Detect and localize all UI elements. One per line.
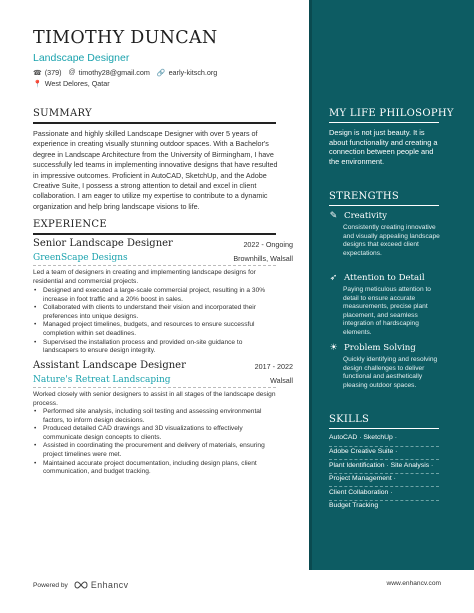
- job-bullet: • Designed and executed a large-scale commercial project, resulting in a 30% increase in foot traffic and a 20% boost in sales.: [33, 287, 278, 304]
- location-row: [33, 79, 110, 88]
- experience-heading: EXPERIENCE: [33, 219, 107, 230]
- powered-by: [33, 580, 129, 590]
- strength-description: Quickly identifying and resolving design challenges to deliver functional and aesthetically pleasing outdoor spaces.: [343, 356, 438, 389]
- job-description: Worked closely with senior designers to assist in all stages of the landscape design process.: [33, 391, 276, 407]
- candidate-name: TIMOTHY DUNCAN: [33, 28, 218, 48]
- job-location: Brownhills, Walsall: [233, 254, 293, 263]
- skill-row: Client Collaboration ·: [329, 489, 393, 496]
- job-bullet: • Assisted in coordinating the procurement and delivery of materials, ensuring project timelines were met.: [33, 442, 278, 459]
- footer: [0, 570, 474, 613]
- email-icon: @: [68, 69, 76, 76]
- email-text[interactable]: timothy28@gmail.com: [78, 68, 150, 77]
- summary-rule: [33, 122, 276, 124]
- strengths-heading: STRENGTHS: [329, 191, 400, 202]
- infinity-icon: [74, 581, 88, 589]
- job-title: Assistant Landscape Designer: [33, 360, 186, 371]
- skill-divider: [329, 500, 439, 501]
- strength-title: Creativity: [344, 211, 388, 221]
- skill-divider: [329, 473, 439, 474]
- logo-text: Enhancv: [90, 580, 129, 590]
- skill-row: Project Management ·: [329, 475, 396, 482]
- powered-by-label: Powered by: [33, 581, 68, 589]
- strength-item: [329, 211, 387, 221]
- summary-text: Passionate and highly skilled Landscape Designer with over 5 years of experience in creating visually stunning outdoor spaces. With a Bachelor's degree in Landscape Architecture from the University of Birmingham, I have successfully led teams in implementing innovative designs that have resulted in impressive outcomes. Proficient in AutoCAD, SketchUp, and the Adobe Creative Suite, I possess a strong attention to detail and excel in client collaboration. I am eager to utilize my expertise to contribute to a dynamic organization and help bring landscape visions to life.: [33, 129, 278, 211]
- location-pin-icon: 📍: [33, 80, 42, 88]
- job-divider: [33, 265, 276, 266]
- skills-rule: [329, 428, 439, 429]
- job-title: Senior Landscape Designer: [33, 238, 173, 249]
- experience-rule: [33, 233, 276, 235]
- job-bullet: • Produced detailed CAD drawings and 3D visualizations to effectively communicate design concepts to clients.: [33, 425, 278, 442]
- phone-icon: ☎: [33, 69, 42, 77]
- job-bullets: [33, 287, 278, 356]
- philosophy-heading: MY LIFE PHILOSOPHY: [329, 108, 454, 119]
- enhancv-logo[interactable]: [74, 580, 129, 590]
- lightbulb-icon: ☀: [329, 343, 338, 353]
- link-icon: 🔗: [156, 69, 166, 77]
- skill-row: Plant Identification · Site Analysis ·: [329, 462, 434, 469]
- philosophy-text: Design is not just beauty. It is about functionality and creating a connection between people and the environment.: [329, 128, 438, 166]
- phone-text: (379): [44, 68, 62, 77]
- job-bullets: [33, 408, 278, 477]
- magic-wand-icon: ✎: [329, 211, 338, 221]
- skill-divider: [329, 459, 439, 460]
- sidebar: [309, 0, 474, 570]
- job-bullet: • Performed site analysis, including soil testing and assessing environmental factors, to inform design decisions.: [33, 408, 278, 425]
- rocket-icon: ➶: [329, 273, 338, 283]
- location-text: West Delores, Qatar: [44, 79, 110, 88]
- job-divider: [33, 387, 276, 388]
- job-location: Walsall: [270, 376, 293, 385]
- strength-item: [329, 343, 416, 353]
- skills-heading: SKILLS: [329, 414, 370, 425]
- job-bullet: • Supervised the installation process and provided on-site guidance to landscapers to ensure design integrity.: [33, 339, 278, 356]
- strength-description: Consistently creating innovative and visually appealing landscape designs that exceed client expectations.: [343, 224, 440, 257]
- job-description: Led a team of designers in creating and implementing landscape designs for residential and commercial projects.: [33, 269, 256, 285]
- skill-divider: [329, 446, 439, 447]
- job-dates: 2017 - 2022: [254, 362, 293, 371]
- job-bullet: • Collaborated with clients to understand their vision and incorporated their preferences into unique designs.: [33, 304, 278, 321]
- skill-row: Budget Tracking: [329, 502, 379, 509]
- summary-heading: SUMMARY: [33, 108, 92, 119]
- philosophy-rule: [329, 122, 439, 123]
- website-text[interactable]: early-kitsch.org: [168, 68, 218, 77]
- strength-description: Paying meticulous attention to detail to ensure accurate measurements, precise plant placement, and seamless integration of hardscaping elements.: [343, 286, 431, 336]
- skill-row: Adobe Creative Suite ·: [329, 448, 398, 455]
- skill-divider: [329, 486, 439, 487]
- job-company: Nature's Retreat Landscaping: [33, 375, 171, 385]
- job-bullet: • Managed project timelines, budgets, and resources to ensure successful completion within set deadlines.: [33, 321, 278, 338]
- strength-title: Problem Solving: [344, 343, 416, 353]
- job-dates: 2022 - Ongoing: [243, 240, 293, 249]
- job-bullet: • Maintained accurate project documentation, including design plans, client communication, and budget tracking.: [33, 460, 278, 477]
- skill-row: AutoCAD · SketchUp ·: [329, 434, 397, 441]
- strength-title: Attention to Detail: [344, 273, 425, 283]
- strength-item: [329, 273, 425, 283]
- footer-site-link[interactable]: www.enhancv.com: [386, 580, 441, 587]
- contact-row: [33, 68, 217, 77]
- strengths-rule: [329, 205, 439, 206]
- job-company: GreenScape Designs: [33, 253, 128, 263]
- candidate-title: Landscape Designer: [33, 52, 130, 64]
